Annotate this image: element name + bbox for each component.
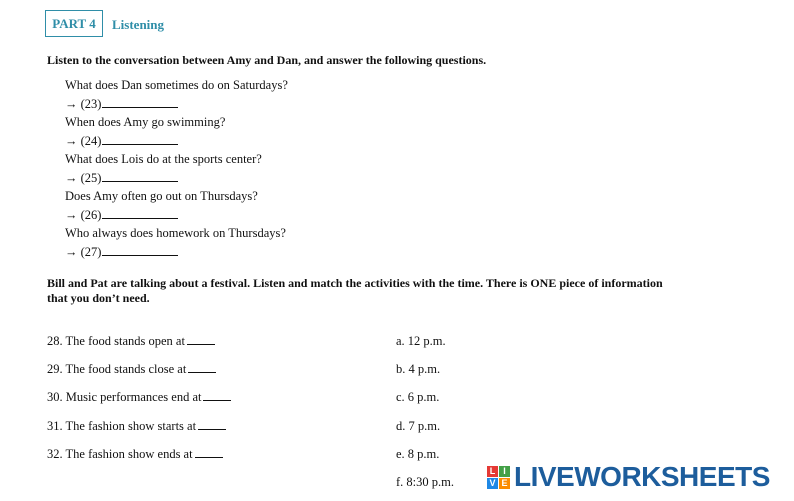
arrow-icon: → [65, 97, 78, 111]
question-24: When does Amy go swimming? [65, 115, 226, 129]
logo-letter: I [499, 466, 510, 477]
match-blank-29[interactable] [188, 362, 216, 373]
answer-line-25 [65, 171, 178, 186]
statement-text: 28. The food stands open at [47, 334, 185, 348]
answer-blank-27[interactable] [102, 245, 178, 256]
arrow-icon: → [65, 208, 78, 222]
answer-line-23 [65, 97, 178, 112]
match-blank-28[interactable] [187, 334, 215, 345]
question-26: Does Amy often go out on Thursdays? [65, 189, 258, 203]
logo-text: LIVEWORKSHEETS [514, 461, 770, 492]
part-label: PART 4 [52, 15, 96, 31]
answer-blank-23[interactable] [102, 97, 178, 108]
arrow-icon: → [65, 171, 78, 185]
logo-letter: V [487, 478, 498, 489]
question-27: Who always does homework on Thursdays? [65, 226, 286, 240]
question-25: What does Lois do at the sports center? [65, 152, 262, 166]
logo-mark-icon [487, 466, 510, 489]
match-blank-30[interactable] [203, 390, 231, 401]
option-f: f. 8:30 p.m. [396, 475, 454, 489]
match-blank-31[interactable] [198, 419, 226, 430]
answer-number: (27) [80, 245, 102, 259]
match-statement-30 [47, 390, 231, 405]
answer-number: (25) [80, 171, 102, 185]
answer-blank-26[interactable] [102, 208, 178, 219]
logo-letter: E [499, 478, 510, 489]
answer-number: (24) [80, 134, 102, 148]
statement-text: 30. Music performances end at [47, 390, 202, 404]
option-a: a. 12 p.m. [396, 334, 446, 348]
section2-instruction-line2: that you don’t need. [47, 291, 150, 305]
answer-line-24 [65, 134, 178, 149]
section2-instruction-line1: Bill and Pat are talking about a festival. Listen and match the activities with the time. There is ONE piece of information [47, 276, 663, 290]
logo-letter: L [487, 466, 498, 477]
match-statement-29 [47, 362, 216, 377]
option-c: c. 6 p.m. [396, 390, 440, 404]
option-e: e. 8 p.m. [396, 447, 440, 461]
arrow-icon: → [65, 245, 78, 259]
section-title: Listening [112, 17, 165, 32]
statement-text: 31. The fashion show starts at [47, 419, 197, 433]
answer-number: (26) [80, 208, 102, 222]
answer-line-27 [65, 245, 178, 260]
statement-text: 32. The fashion show ends at [47, 447, 193, 461]
match-blank-32[interactable] [195, 447, 223, 458]
answer-blank-25[interactable] [102, 171, 178, 182]
answer-blank-24[interactable] [102, 134, 178, 145]
section1-instruction: Listen to the conversation between Amy and Dan, and answer the following questions. [47, 53, 487, 67]
answer-number: (23) [80, 97, 102, 111]
answer-line-26 [65, 208, 178, 223]
match-statement-32 [47, 447, 223, 462]
question-23: What does Dan sometimes do on Saturdays? [65, 78, 288, 92]
liveworksheets-logo [487, 461, 770, 493]
statement-text: 29. The food stands close at [47, 362, 187, 376]
option-d: d. 7 p.m. [396, 419, 441, 433]
arrow-icon: → [65, 134, 78, 148]
match-statement-28 [47, 334, 215, 349]
match-statement-31 [47, 419, 226, 434]
part-label-box [45, 10, 103, 37]
option-b: b. 4 p.m. [396, 362, 441, 376]
